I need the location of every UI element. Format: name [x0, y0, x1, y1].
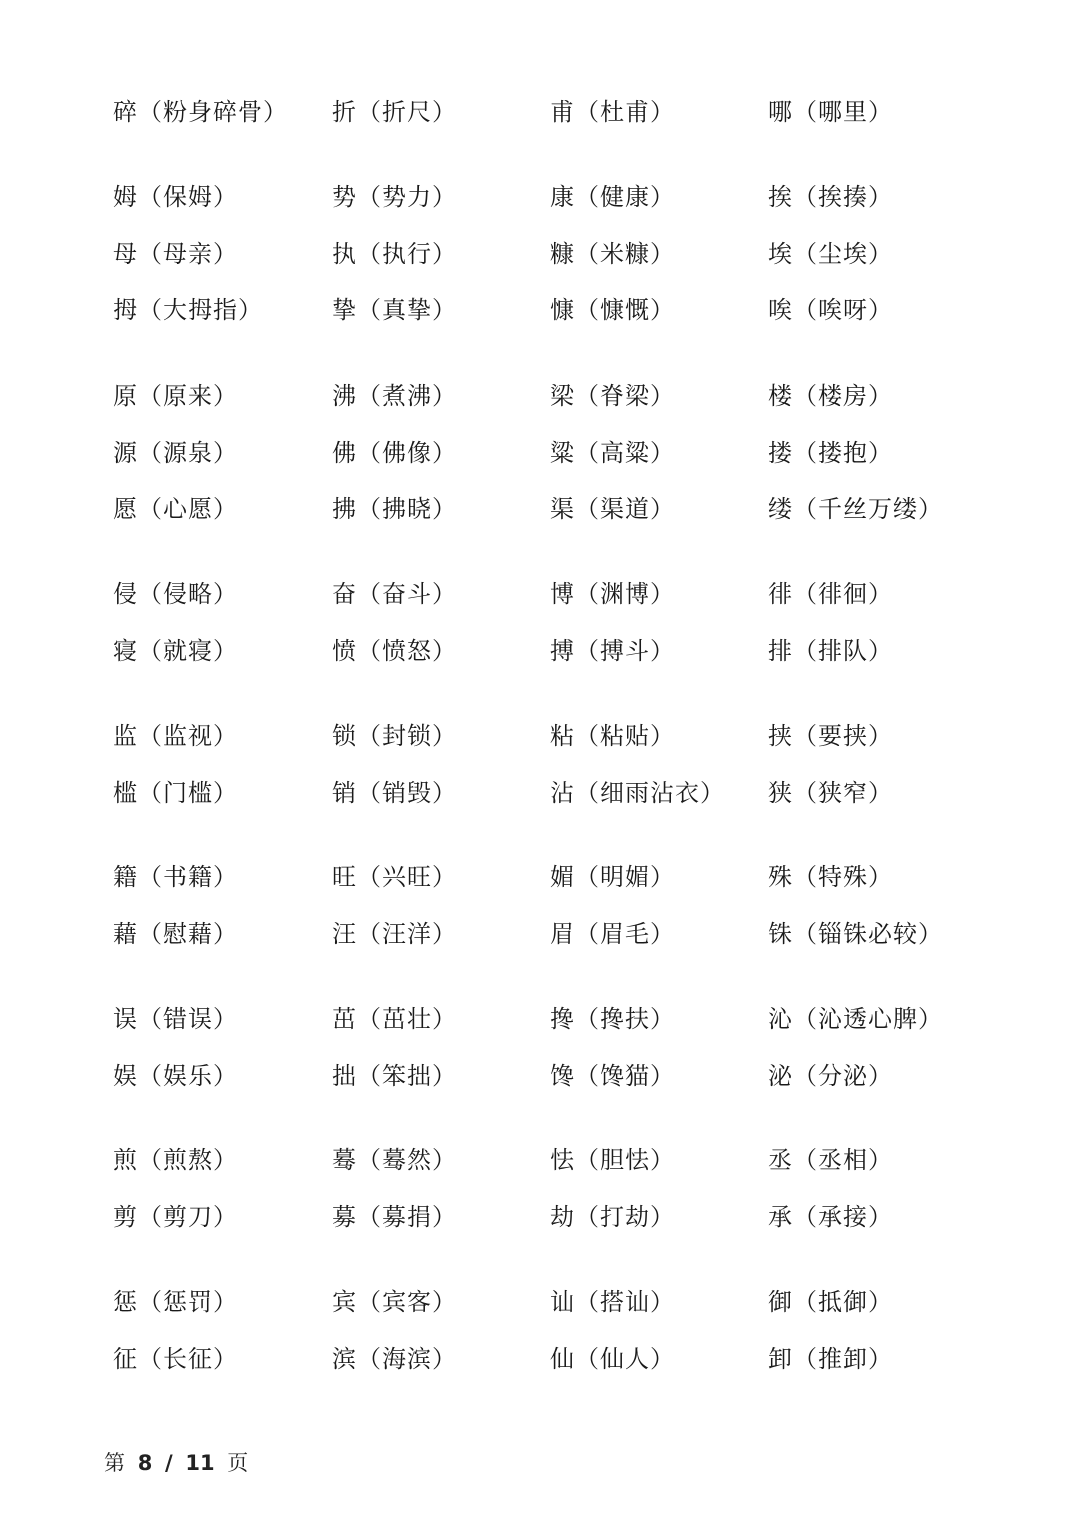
word-entry: 锁（封锁）	[332, 722, 457, 750]
total-pages: 11	[185, 1451, 215, 1475]
word-entry: 挟（要挟）	[768, 722, 893, 750]
word-row	[0, 92, 1080, 132]
word-row	[0, 914, 1080, 954]
word-row	[0, 1056, 1080, 1096]
word-row	[0, 489, 1080, 529]
word-entry: 销（销毁）	[332, 779, 457, 807]
word-entry: 惩（惩罚）	[113, 1288, 238, 1316]
word-entry: 唉（唉呀）	[768, 296, 893, 324]
word-entry: 卸（推卸）	[768, 1345, 893, 1373]
word-entry: 缕（千丝万缕）	[768, 495, 943, 523]
word-entry: 监（监视）	[113, 722, 238, 750]
word-entry: 沁（沁透心脾）	[768, 1005, 943, 1033]
word-entry: 御（抵御）	[768, 1288, 893, 1316]
word-entry: 仙（仙人）	[550, 1345, 675, 1373]
word-entry: 折（折尺）	[332, 98, 457, 126]
word-entry: 蓦（蓦然）	[332, 1146, 457, 1174]
word-entry: 康（健康）	[550, 183, 675, 211]
word-entry: 搏（搏斗）	[550, 637, 675, 665]
word-row	[0, 1282, 1080, 1322]
word-entry: 滨（海滨）	[332, 1345, 457, 1373]
word-entry: 剪（剪刀）	[113, 1203, 238, 1231]
word-entry: 煎（煎熬）	[113, 1146, 238, 1174]
word-entry: 怯（胆怯）	[550, 1146, 675, 1174]
word-entry: 侵（侵略）	[113, 580, 238, 608]
word-entry: 楼（楼房）	[768, 382, 893, 410]
word-entry: 拇（大拇指）	[113, 296, 263, 324]
word-row	[0, 433, 1080, 473]
word-entry: 糠（米糠）	[550, 240, 675, 268]
word-entry: 泌（分泌）	[768, 1062, 893, 1090]
word-entry: 拙（笨拙）	[332, 1062, 457, 1090]
word-entry: 博（渊博）	[550, 580, 675, 608]
word-entry: 殊（特殊）	[768, 863, 893, 891]
word-entry: 愿（心愿）	[113, 495, 238, 523]
word-entry: 眉（眉毛）	[550, 920, 675, 948]
word-entry: 拂（拂晓）	[332, 495, 457, 523]
word-entry: 藉（慰藉）	[113, 920, 238, 948]
word-row	[0, 1339, 1080, 1379]
page-number-prefix: 第	[104, 1451, 125, 1475]
word-entry: 误（错误）	[113, 1005, 238, 1033]
word-entry: 粱（高粱）	[550, 439, 675, 467]
word-entry: 执（执行）	[332, 240, 457, 268]
word-entry: 承（承接）	[768, 1203, 893, 1231]
word-entry: 埃（尘埃）	[768, 240, 893, 268]
word-entry: 寝（就寝）	[113, 637, 238, 665]
word-row	[0, 716, 1080, 756]
word-entry: 槛（门槛）	[113, 779, 238, 807]
word-entry: 哪（哪里）	[768, 98, 893, 126]
word-entry: 母（母亲）	[113, 240, 238, 268]
word-entry: 沸（煮沸）	[332, 382, 457, 410]
word-entry: 搂（搂抱）	[768, 439, 893, 467]
word-entry: 姆（保姆）	[113, 183, 238, 211]
word-entry: 铢（锱铢必较）	[768, 920, 943, 948]
word-entry: 旺（兴旺）	[332, 863, 457, 891]
word-entry: 原（原来）	[113, 382, 238, 410]
word-entry: 粘（粘贴）	[550, 722, 675, 750]
word-entry: 奋（奋斗）	[332, 580, 457, 608]
word-entry: 沾（细雨沾衣）	[550, 779, 725, 807]
word-entry: 碎（粉身碎骨）	[113, 98, 288, 126]
word-row	[0, 1197, 1080, 1237]
word-entry: 渠（渠道）	[550, 495, 675, 523]
word-entry: 募（募捐）	[332, 1203, 457, 1231]
word-entry: 劫（打劫）	[550, 1203, 675, 1231]
word-entry: 丞（丞相）	[768, 1146, 893, 1174]
page-number-suffix: 页	[227, 1451, 249, 1475]
current-page: 8	[137, 1451, 153, 1475]
page-number	[104, 1446, 248, 1480]
word-entry: 讪（搭讪）	[550, 1288, 675, 1316]
page-separator: /	[165, 1451, 173, 1475]
word-entry: 征（长征）	[113, 1345, 238, 1373]
word-entry: 徘（徘徊）	[768, 580, 893, 608]
word-row	[0, 773, 1080, 813]
word-entry: 慷（慷慨）	[550, 296, 675, 324]
word-entry: 宾（宾客）	[332, 1288, 457, 1316]
word-entry: 娱（娱乐）	[113, 1062, 238, 1090]
word-row	[0, 177, 1080, 217]
word-entry: 茁（茁壮）	[332, 1005, 457, 1033]
word-row	[0, 857, 1080, 897]
word-entry: 挚（真挚）	[332, 296, 457, 324]
word-entry: 源（源泉）	[113, 439, 238, 467]
word-entry: 搀（搀扶）	[550, 1005, 675, 1033]
word-row	[0, 999, 1080, 1039]
word-row	[0, 1140, 1080, 1180]
word-entry: 甫（杜甫）	[550, 98, 675, 126]
word-entry: 馋（馋猫）	[550, 1062, 675, 1090]
word-entry: 愤（愤怒）	[332, 637, 457, 665]
word-row	[0, 234, 1080, 274]
word-entry: 梁（脊梁）	[550, 382, 675, 410]
word-row	[0, 376, 1080, 416]
word-entry: 媚（明媚）	[550, 863, 675, 891]
word-entry: 排（排队）	[768, 637, 893, 665]
word-row	[0, 631, 1080, 671]
word-row	[0, 290, 1080, 330]
word-row	[0, 574, 1080, 614]
word-entry: 佛（佛像）	[332, 439, 457, 467]
word-entry: 狭（狭窄）	[768, 779, 893, 807]
word-entry: 籍（书籍）	[113, 863, 238, 891]
word-entry: 挨（挨揍）	[768, 183, 893, 211]
word-entry: 势（势力）	[332, 183, 457, 211]
word-entry: 汪（汪洋）	[332, 920, 457, 948]
